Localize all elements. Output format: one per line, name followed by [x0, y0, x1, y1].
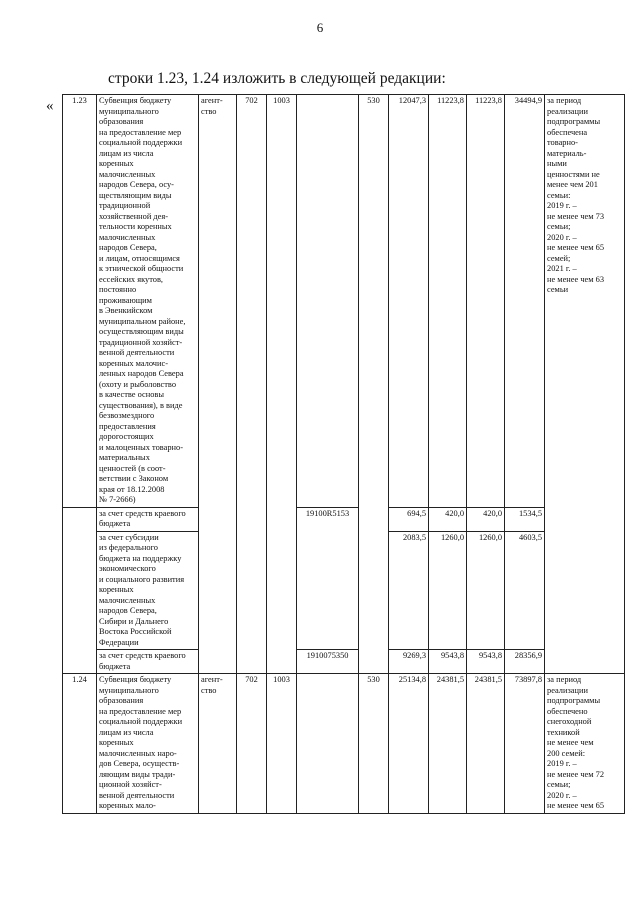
administrator: агент- ство [199, 95, 237, 674]
sub-row-description: за счет субсидии из федерального бюджета на поддержку экономического и социального развития коренных малочисленных народов Севера, Сибири и Дальнего Востока Российской Федерации [97, 531, 199, 650]
administrator: агент- ство [199, 674, 237, 814]
sub-row-amount-2021: 9543,8 [467, 650, 505, 674]
expense-type-code: 530 [359, 95, 389, 674]
sub-row-amount-2021: 1260,0 [467, 531, 505, 650]
amount-2021: 24381,5 [467, 674, 505, 814]
expected-result: за период реализации подпрограммы обеспечено снегоходной техникой не менее чем 200 семей: 2019 г. – не менее чем 72 семьи; 2020 г. – не менее чем 65 [545, 674, 625, 814]
amount-2019: 12047,3 [389, 95, 429, 508]
amendment-intro: строки 1.23, 1.24 изложить в следующей редакции: [108, 70, 446, 87]
sub-row-amount-2020: 420,0 [429, 507, 467, 531]
amount-total: 34494,9 [505, 95, 545, 508]
sub-row-description: за счет средств краевого бюджета [97, 507, 199, 531]
amount-2020: 24381,5 [429, 674, 467, 814]
sub-row-amount-2019: 9269,3 [389, 650, 429, 674]
row-description: Субвенция бюджету муниципального образования на предоставление мер социальной поддержки лицам из числа коренных малочисленных наро- дов Севера, осуществ- ляющим виды тради- ционной хозяйст- венной деятельности коренных мало- [97, 674, 199, 814]
amount-total: 73897,8 [505, 674, 545, 814]
amount-2019: 25134,8 [389, 674, 429, 814]
section-code: 1003 [267, 95, 297, 674]
sub-row-amount-total: 1534,5 [505, 507, 545, 531]
sub-row-amount-2020: 1260,0 [429, 531, 467, 650]
target-code [297, 674, 359, 814]
sub-row-amount-2019: 2083,5 [389, 531, 429, 650]
opening-quote-mark: « [46, 98, 54, 114]
sub-row-amount-total: 28356,9 [505, 650, 545, 674]
sub-row-target-code: 1910075350 [297, 650, 359, 674]
sub-row-description: за счет средств краевого бюджета [97, 650, 199, 674]
table-row-1-23-sub-1 [63, 507, 625, 531]
target-code [297, 95, 359, 508]
sub-row-amount-2019: 694,5 [389, 507, 429, 531]
page-number: 6 [316, 20, 324, 35]
table-row-1-23 [63, 95, 625, 508]
grbs-code: 702 [237, 95, 267, 674]
sub-row-target-code: 19100R5153 [297, 507, 359, 650]
row-description: Субвенция бюджету муниципального образования на предоставление мер социальной поддержки лицам из числа коренных малочисленных народов Севера, осу- ществляющим виды традиционной хозяйственной дея- тельности коренных малочисленных народов Севера, и лицам, относящимся к этнической общности ессейских якутов, постоянно проживающим в Эвенкийском муниципальном районе, осуществляющим виды традиционной хозяйст- венной деятельности коренных малочис- ленных народов Севера (охоту и рыболовство в качестве основы существования), в виде безвозмездного предоставления дорогостоящих и малоценных товарно- материальных ценностей (в соот- ветствии с Законом края от 18.12.2008 № 7-2666) [97, 95, 199, 508]
empty-number-cell [63, 507, 97, 674]
grbs-code: 702 [237, 674, 267, 814]
expense-type-code: 530 [359, 674, 389, 814]
program-activities-table [62, 94, 625, 814]
row-number: 1.23 [63, 95, 97, 508]
table-row-1-23-sub-3 [63, 650, 625, 674]
sub-row-amount-total: 4603,5 [505, 531, 545, 650]
sub-row-amount-2021: 420,0 [467, 507, 505, 531]
expected-result: за период реализации подпрограммы обеспечена товарно- материаль- ными ценностями не менее чем 201 семьи: 2019 г. – не менее чем 73 семьи; 2020 г. – не менее чем 65 семей; 2021 г. – не менее чем 63 семьи [545, 95, 625, 674]
table-row-1-24 [63, 674, 625, 814]
section-code: 1003 [267, 674, 297, 814]
amount-2021: 11223,8 [467, 95, 505, 508]
sub-row-amount-2020: 9543,8 [429, 650, 467, 674]
row-number: 1.24 [63, 674, 97, 814]
amount-2020: 11223,8 [429, 95, 467, 508]
